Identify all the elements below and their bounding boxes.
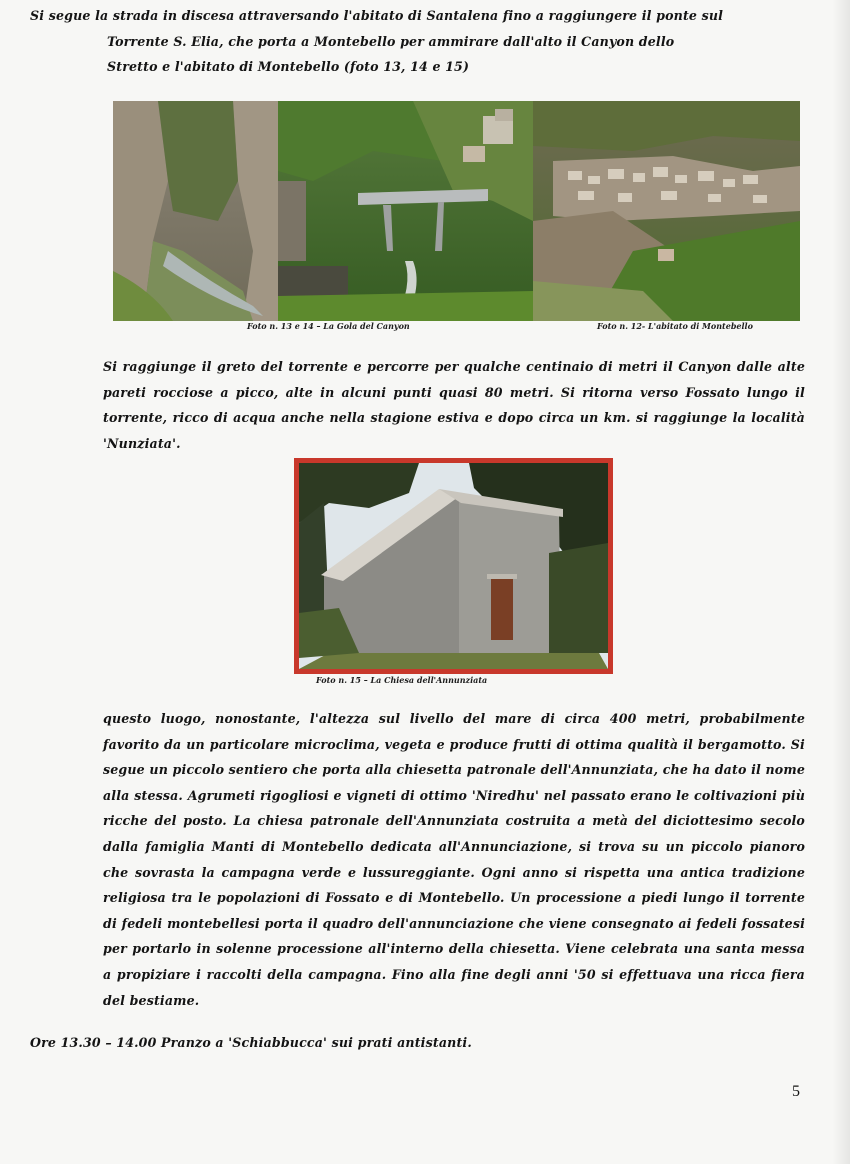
caption-canyon-photo: Foto n. 13 e 14 – La Gola del Canyon	[247, 321, 410, 331]
photo-bridge	[278, 101, 533, 321]
caption-church-photo: Foto n. 15 – La Chiesa dell'Annunziata	[316, 675, 488, 685]
photo-strip-canyon-montebello	[113, 101, 800, 321]
schedule-line: Ore 13.30 – 14.00 Pranzo a 'Schiabbucca' sui prati antistanti.	[30, 1035, 472, 1050]
photo-village	[533, 101, 800, 321]
nunziata-paragraph: questo luogo, nonostante, l'altezza sul livello del mare di circa 400 metri, probabilmente favorito da un particolare microclima, vegeta e produce frutti di ottima qualità il bergamotto. Si segue un piccolo sentiero che porta alla chiesetta patronale dell'Annunziata, che ha dato il nome alla stessa. Agrumeti rigogliosi e vigneti di ottimo 'Niredhu' nel passato erano le coltivazioni più ricche del posto. La chiesa patronale dell'Annunziata costruita a metà del diciottesimo secolo dalla famiglia Manti di Montebello dedicata all'Annunciazione, si trova su un piccolo pianoro che sovrasta la campagna verde e lussureggiante. Ogni anno si rispetta una antica tradizione religiosa tra le popolazioni di Fossato e di Montebello. Un processione a piedi lungo il torrente di fedeli montebellesi porta il quadro dell'annunciazione che viene consegnato ai fedeli fossatesi per portarlo in solenne processione all'interno della chiesetta. Viene celebrata una santa messa a propiziare i raccolti della campagna. Fino alla fine degli anni '50 si effettuava una ricca fiera del bestiame.	[103, 711, 805, 1008]
intro-line-2: Torrente S. Elia, che porta a Montebello per ammirare dall'alto il Canyon dello	[107, 33, 675, 49]
photo-gorge	[113, 101, 278, 321]
intro-line-1: Si segue la strada in discesa attraversando l'abitato di Santalena fino a raggiungere il ponte sul	[30, 8, 724, 23]
photo-church	[299, 463, 608, 669]
page-edge-shadow	[832, 0, 850, 1164]
intro-paragraph	[30, 3, 806, 80]
intro-line-3: Stretto e l'abitato di Montebello (foto 13, 14 e 15)	[107, 59, 470, 75]
church-photo-frame	[294, 458, 613, 674]
caption-village-photo: Foto n. 12- L'abitato di Montebello	[597, 321, 753, 331]
canyon-paragraph: Si raggiunge il greto del torrente e percorre per qualche centinaio di metri il Canyon dalle alte pareti rocciose a picco, alte in alcuni punti quasi 80 metri. Si ritorna verso Fossato lungo il torrente, ricco di acqua anche nella stagione estiva e dopo circa un km. si raggiunge la località 'Nunziata'.	[103, 359, 805, 451]
page-number: 5	[792, 1083, 800, 1100]
